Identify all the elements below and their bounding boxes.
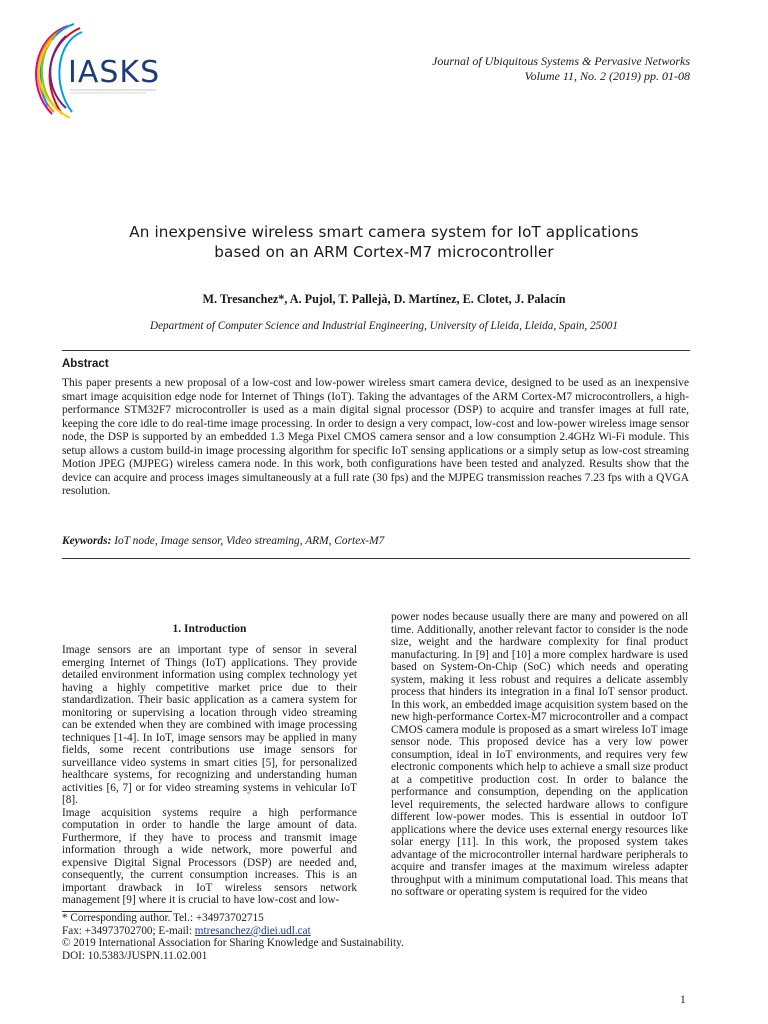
author-list: M. Tresanchez*, A. Pujol, T. Pallejà, D. Martínez, E. Clotet, J. Palacín <box>202 292 566 306</box>
footnote-fax: Fax: +34973702700; E-mail: <box>62 924 195 937</box>
affiliation: Department of Computer Science and Industrial Engineering, University of Lleida, Lleida, Spain, 25001 <box>150 320 618 332</box>
paper-title <box>60 222 708 262</box>
paragraph: Image sensors are an important type of sensor in several emerging Internet of Things (IoT) applications. They provide detailed environment information using complex technology yet having a highly competitive market price due to their standardization. Their basic application as a camera system for monitoring or supervising a location through video streaming can be extended when they are combined with image processing techniques [1-4]. In IoT, image sensors may be applied in many fields, some recent contributions use image sensors for surveillance video systems in smart cities [5], for personalized healthcare systems, for recognizing and understanding human activities [6, 7] or for video streaming systems in vehicular IoT [8]. <box>62 644 357 806</box>
page-number: 1 <box>680 994 686 1006</box>
journal-header <box>432 54 690 84</box>
svg-text:IASKS: IASKS <box>68 55 161 90</box>
paragraph: power nodes because usually there are many and powered on all time. Additionally, another relevant factor to consider is the node size, weight and the hardware complexity for final product manufacturing. In [9] and [10] a more complex hardware is used based on System-On-Chip (SoC) which needs and operating system, making it less robust and requires a delicate assembly process that hinders its integration in a final IoT sensor product. In this work, an embedded image acquisition system based on the new high-performance Cortex-M7 microcontroller and a compact CMOS camera module is proposed as a smart wireless IoT image sensor node. This proposed device has a very low power consumption, ideal in IoT environments, and requires very few electronic components which help to achieve a small size product at a competitive production cost. In order to balance the performance and consumption, depending on the application level requirements, the selected hardware allows to configure different low-power modes. This is essential in outdoor IoT applications where the device uses external energy resources like solar energy [11]. In this work, the proposed system takes advantage of the microcontroller internal hardware peripherals to acquire and transfer images at the maximum wireless adapter throughput with a minimum computational load. This means that no software or operating system is required for the video <box>391 611 688 898</box>
abstract-text: This paper presents a new proposal of a low-cost and low-power wireless smart camera device, designed to be used as an inexpensive smart image acquisition edge node for Internet of Things (IoT). Taking the advantages of the ARM Cortex-M7 microcontrollers, a high-performance STM32F7 microcontroller is used as a main digital signal processor (DSP) to acquire and transfer images at full rate, keeping the core idle to do real-time image processing. In order to design a very compact, low-cost and low-power wireless image sensor node, the DSP is supported by an embedded 1.3 Mega Pixel CMOS camera sensor and a low consumption 2.4GHz Wi-Fi module. This setup allows a custom build-in image processing algorithm for specific IoT sensing applications or a simply setup as low-cost streaming Motion JPEG (MJPEG) wireless camera node. In this work, both configurations have been tested and analyzed. Results show that the device can acquire and process images simultaneously at a full rate (30 fps) and the MJPEG transmission reaches 7.23 fps with a QVGA resolution. <box>62 377 689 497</box>
footnote-contact <box>62 925 462 938</box>
abstract-top-rule <box>62 350 690 351</box>
paragraph: Image acquisition systems require a high performance computation in order to handle the large amount of data. Furthermore, if they have to process and transmit image information through a wide network, more powerful and expensive Digital Signal Processors (DSP) are needed and, consequently, the current consumption increases. This is an important drawback in IoT wireless sensors network management [9] where it is crucial to have low-cost and low- <box>62 806 357 906</box>
footnote-corresponding: * Corresponding author. Tel.: +34973702715 <box>62 912 264 924</box>
title-line: An inexpensive wireless smart camera system for IoT applications <box>129 223 639 241</box>
doi: DOI: 10.5383/JUSPN.11.02.001 <box>62 949 208 962</box>
right-column <box>391 611 688 899</box>
journal-name: Journal of Ubiquitous Systems & Pervasive Networks <box>432 54 690 68</box>
left-column <box>62 644 357 907</box>
email-link[interactable]: mtresanchez@diei.udl.cat <box>194 924 311 937</box>
abstract-heading: Abstract <box>62 358 109 370</box>
copyright: © 2019 International Association for Sharing Knowledge and Sustainability. <box>62 937 404 950</box>
abstract-bottom-rule <box>62 558 690 559</box>
keywords <box>62 535 384 547</box>
journal-logo <box>22 18 172 136</box>
footnote <box>62 912 462 962</box>
keywords-text: IoT node, Image sensor, Video streaming, ARM, Cortex-M7 <box>114 535 385 547</box>
journal-volume: Volume 11, No. 2 (2019) pp. 01-08 <box>524 69 690 83</box>
iasks-logo-graphic <box>22 18 172 136</box>
title-line: based on an ARM Cortex-M7 microcontroller <box>214 243 554 261</box>
section-heading: 1. Introduction <box>172 623 247 635</box>
keywords-label: Keywords: <box>62 535 112 547</box>
